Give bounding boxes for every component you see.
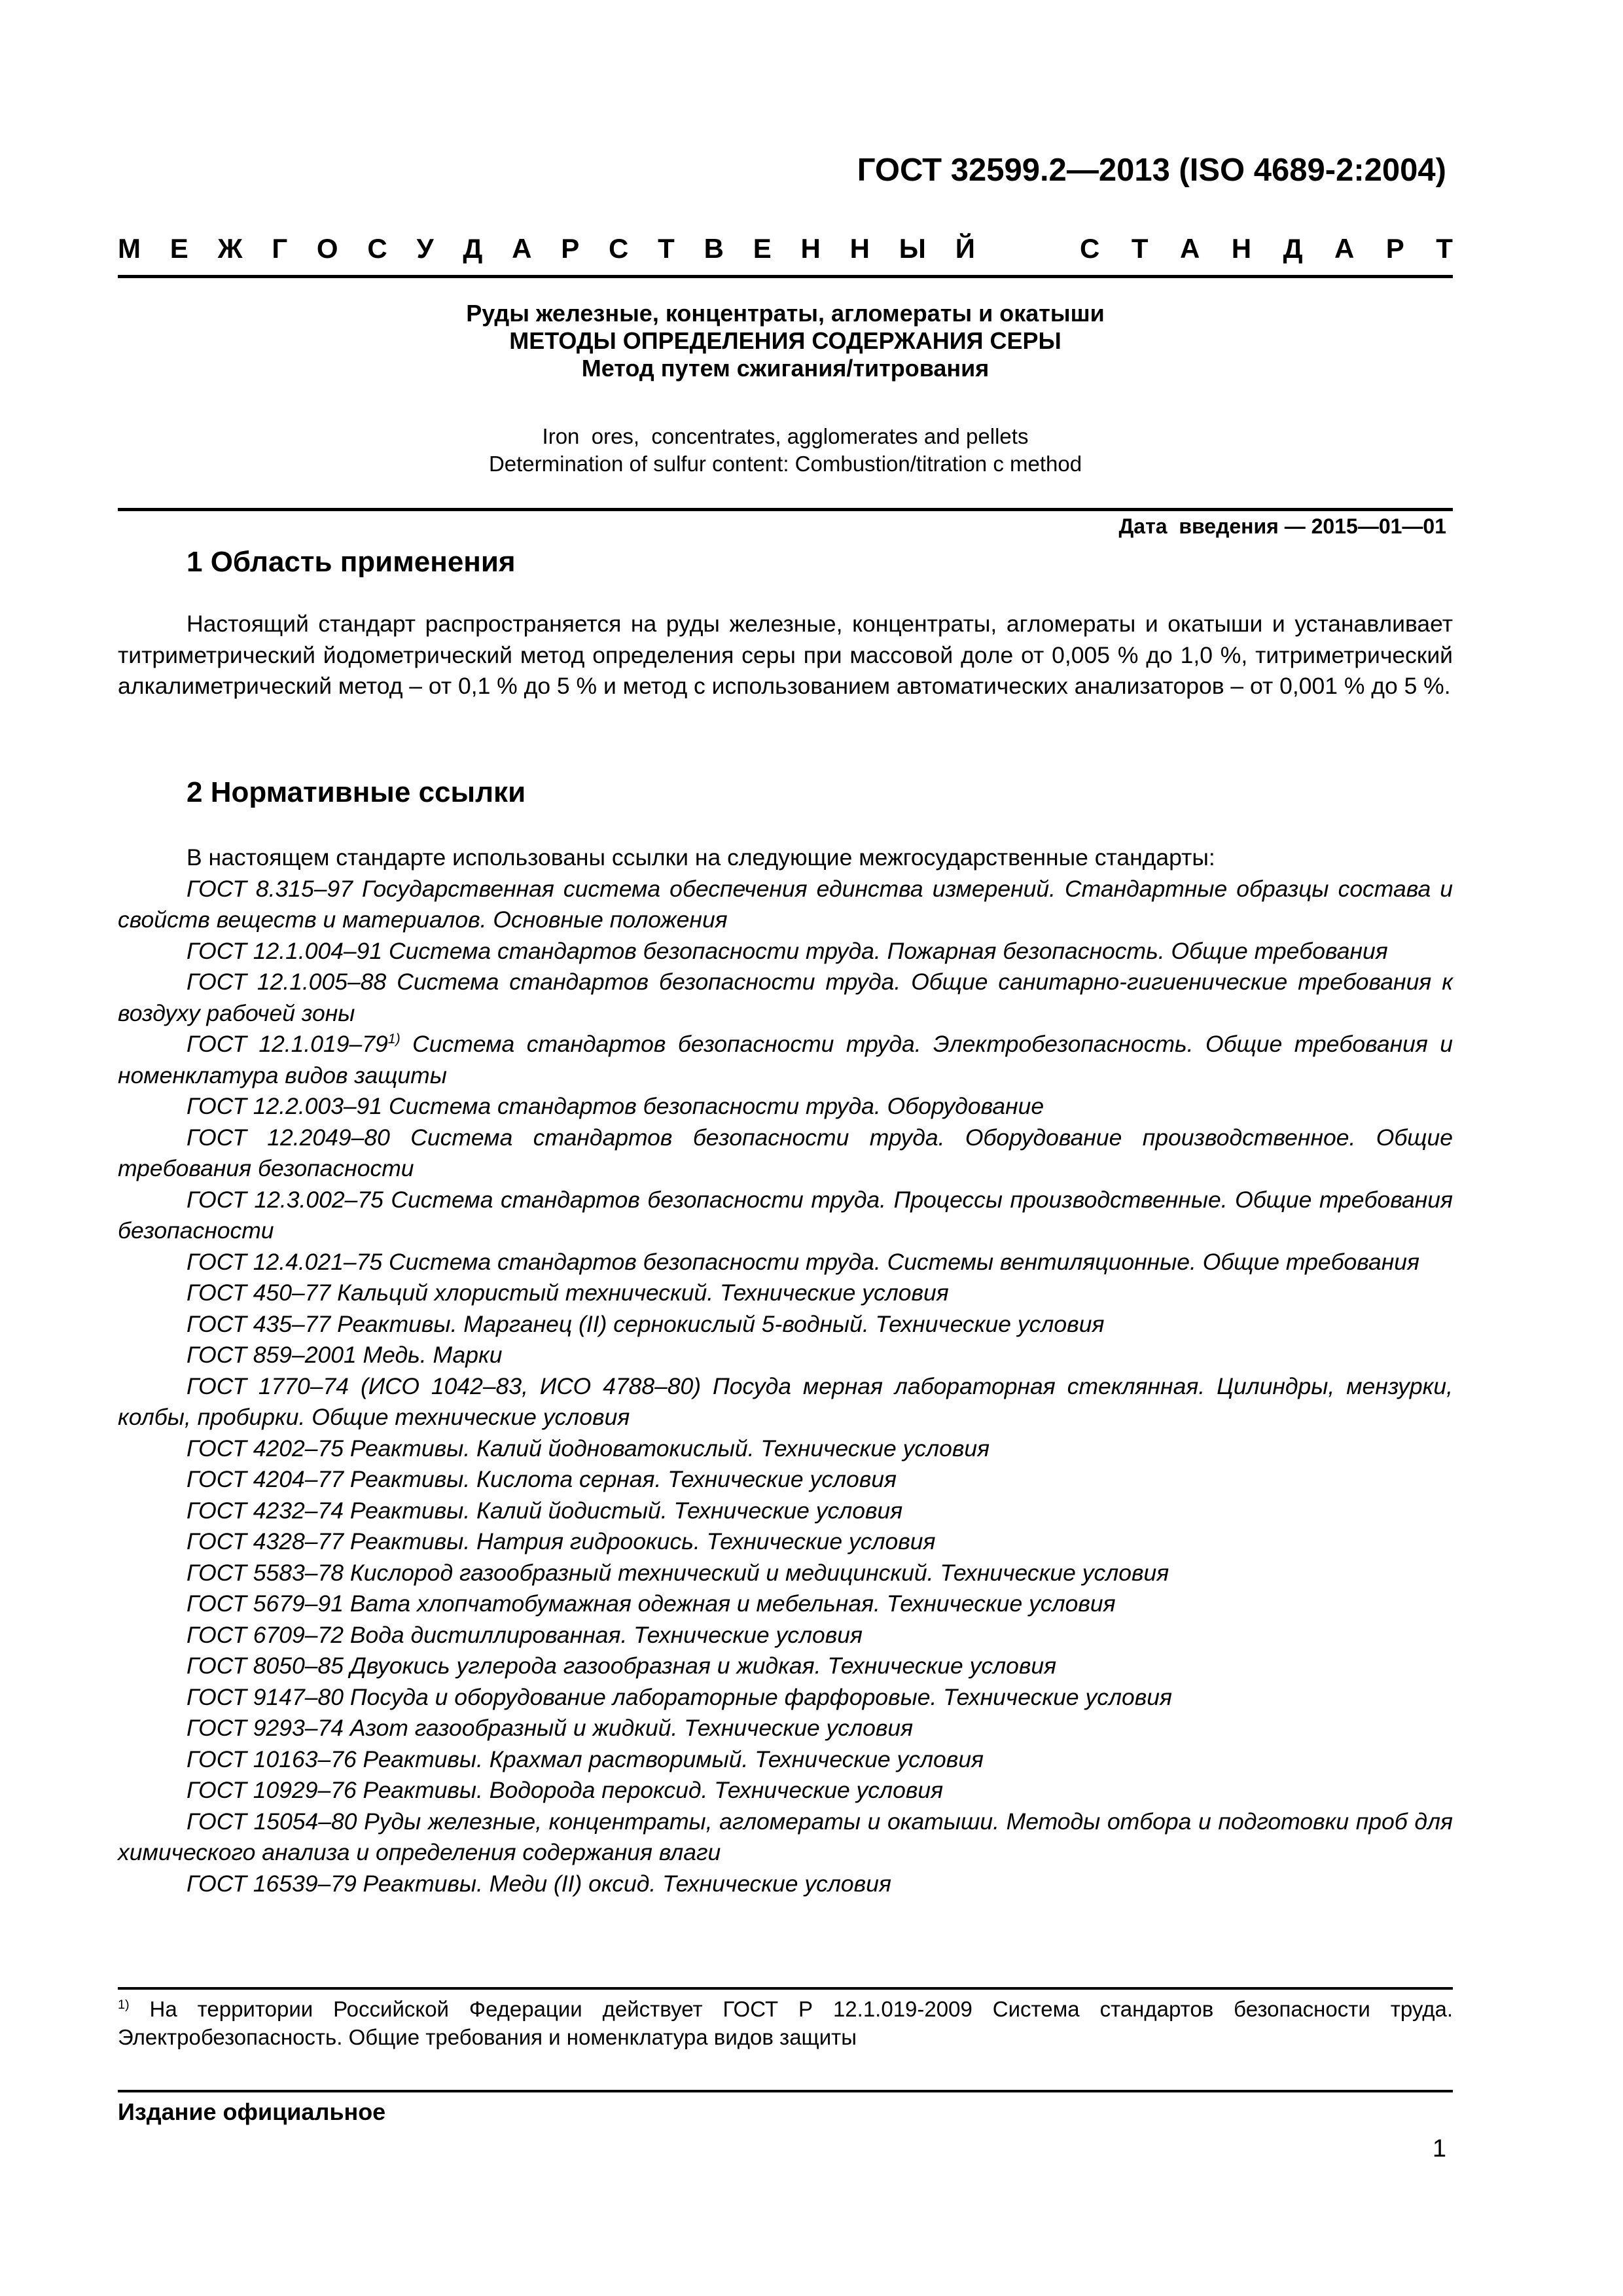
- interstate-letter: С: [367, 233, 387, 264]
- reference-text: ГОСТ 12.1.005–88 Система стандартов безопасности труда. Общие санитарно-гигиенические требования к воздуху рабочей зоны: [118, 969, 1453, 1026]
- banner-word-interstate: [118, 233, 975, 264]
- footnote-rule: [118, 1987, 1453, 1990]
- reference-text: ГОСТ 12.2.003–91 Система стандартов безопасности труда. Оборудование: [187, 1093, 1044, 1119]
- interstate-letter: О: [316, 233, 338, 264]
- standard-letter: Р: [1385, 233, 1404, 264]
- reference-text: ГОСТ 8050–85 Двуокись углерода газообразная и жидкая. Технические условия: [187, 1653, 1057, 1679]
- title-line-1: Руды железные, концентраты, агломераты и окатыши: [466, 300, 1105, 327]
- reference-text: ГОСТ 1770–74 (ИСО 1042–83, ИСО 4788–80) Посуда мерная лабораторная стеклянная. Цилиндры, мензурки, колбы, пробирки. Общие технические условия: [118, 1372, 1453, 1430]
- introduction-date: Дата введения — 2015—01—01: [1118, 514, 1446, 538]
- title-line-2: МЕТОДЫ ОПРЕДЕЛЕНИЯ СОДЕРЖАНИЯ СЕРЫ: [509, 327, 1061, 354]
- reference-text: ГОСТ 435–77 Реактивы. Марганец (II) сернокислый 5-водный. Технические условия: [187, 1310, 1105, 1337]
- reference-text: ГОСТ 10929–76 Реактивы. Водорода пероксид. Технические условия: [187, 1777, 944, 1803]
- english-title-line-1: Iron ores, concentrates, agglomerates and pellets: [542, 424, 1029, 448]
- standard-letter: А: [1334, 233, 1355, 264]
- reference-text: ГОСТ 15054–80 Руды железные, концентраты, агломераты и окатыши. Методы отбора и подготовки проб для химического анализа и определения содержания влаги: [118, 1808, 1453, 1865]
- document-code: ГОСТ 32599.2—2013 (ISO 4689-2:2004): [857, 152, 1446, 188]
- reference-text: ГОСТ 9147–80 Посуда и оборудование лабораторные фарфоровые. Технические условия: [187, 1683, 1172, 1710]
- standard-letter: Т: [1436, 233, 1453, 264]
- interstate-letter: Ж: [217, 233, 243, 264]
- page-number: 1: [1432, 2135, 1446, 2162]
- reference-text: ГОСТ 4202–75 Реактивы. Калий йодноватокислый. Технические условия: [187, 1435, 990, 1462]
- reference-text: ГОСТ 5583–78 Кислород газообразный технический и медицинский. Технические условия: [187, 1559, 1169, 1586]
- reference-item: [118, 1309, 1453, 1340]
- footnote-text: На территории Российской Федерации действует ГОСТ Р 12.1.019-2009 Система стандартов безопасности труда. Электробезопасность. Общие требования и номенклатура видов защиты: [118, 1997, 1453, 2049]
- interstate-standard-banner: [118, 229, 1453, 268]
- standard-letter: Н: [1231, 233, 1252, 264]
- interstate-letter: А: [512, 233, 532, 264]
- reference-text: ГОСТ 4204–77 Реактивы. Кислота серная. Технические условия: [187, 1466, 897, 1492]
- reference-text: ГОСТ 10163–76 Реактивы. Крахмал растворимый. Технические условия: [187, 1746, 984, 1772]
- reference-item: [118, 1464, 1453, 1496]
- interstate-letter: М: [118, 233, 141, 264]
- english-title-line-2: Determination of sulfur content: Combustion/titration c method: [488, 452, 1082, 476]
- interstate-letter: Й: [955, 233, 975, 264]
- standard-letter: А: [1179, 233, 1200, 264]
- reference-item: [118, 1744, 1453, 1776]
- reference-text: ГОСТ 4232–74 Реактивы. Калий йодистый. Технические условия: [187, 1497, 903, 1524]
- interstate-letter: У: [416, 233, 434, 264]
- reference-item: [118, 1526, 1453, 1558]
- reference-item: [118, 1122, 1453, 1185]
- section-2-heading: 2 Нормативные ссылки: [187, 776, 526, 808]
- scope-paragraph: Настоящий стандарт распространяется на руды железные, концентраты, агломераты и окатыши и устанавливает титриметрический йодометрический метод определения серы при массовой доле от 0,005 % до 1,0 %, титриметрический алкалиметрический метод – от 0,1 % до 5 % и метод с использованием автоматических анализаторов – от 0,001 % до 5 %.: [118, 611, 1453, 699]
- reference-item: [118, 1340, 1453, 1371]
- reference-item: [118, 1806, 1453, 1869]
- reference-item: [118, 1651, 1453, 1682]
- reference-text: ГОСТ 9293–74 Азот газообразный и жидкий. Технические условия: [187, 1715, 914, 1741]
- reference-text: ГОСТ 450–77 Кальций хлористый технический. Технические условия: [187, 1280, 949, 1306]
- reference-text: ГОСТ 12.3.002–75 Система стандартов безопасности труда. Процессы производственные. Общие требования безопасности: [118, 1186, 1453, 1244]
- interstate-letter: Н: [849, 233, 870, 264]
- reference-item: [118, 1278, 1453, 1309]
- reference-text: ГОСТ 6709–72 Вода дистиллированная. Технические условия: [187, 1621, 863, 1648]
- edition-rule: [118, 2090, 1453, 2092]
- reference-item: [118, 1682, 1453, 1713]
- footnote-mark: 1): [118, 1998, 130, 2012]
- reference-text: ГОСТ 12.1.004–91 Система стандартов безопасности труда. Пожарная безопасность. Общие требования: [187, 937, 1388, 964]
- interstate-letter: С: [609, 233, 629, 264]
- reference-item: [118, 874, 1453, 936]
- reference-item: [118, 967, 1453, 1029]
- reference-item: [118, 1496, 1453, 1527]
- reference-item: [118, 1371, 1453, 1433]
- interstate-letter: Т: [658, 233, 675, 264]
- references-intro: В настоящем стандарте использованы ссылки на следующие межгосударственные стандарты:: [187, 844, 1215, 870]
- normative-references: [118, 842, 1453, 1899]
- reference-text: ГОСТ 4328–77 Реактивы. Натрия гидроокись. Технические условия: [187, 1528, 936, 1554]
- interstate-letter: Р: [561, 233, 580, 264]
- section-1-text: [118, 609, 1453, 702]
- header-rule: [118, 275, 1453, 278]
- reference-item: [118, 1558, 1453, 1589]
- reference-item: [118, 1433, 1453, 1465]
- reference-item: [118, 1029, 1453, 1091]
- document-title: [118, 300, 1453, 382]
- interstate-letter: Е: [753, 233, 772, 264]
- reference-item: [118, 1588, 1453, 1620]
- reference-text: ГОСТ 8.315–97 Государственная система обеспечения единства измерений. Стандартные образцы состава и свойств веществ и материалов. Основные положения: [118, 875, 1453, 933]
- reference-item: [118, 1247, 1453, 1278]
- interstate-letter: Ы: [899, 233, 926, 264]
- reference-item: [118, 1713, 1453, 1744]
- reference-item: [118, 1775, 1453, 1806]
- title-line-3: Метод путем сжигания/титрования: [581, 355, 990, 382]
- standard-letter: С: [1080, 233, 1100, 264]
- reference-text: ГОСТ 5679–91 Вата хлопчатобумажная одежная и мебельная. Технические условия: [187, 1590, 1116, 1617]
- interstate-letter: Г: [272, 233, 288, 264]
- banner-word-standard: [1080, 233, 1453, 264]
- title-rule: [118, 508, 1453, 511]
- official-edition: Издание официальное: [118, 2098, 386, 2125]
- reference-item: [118, 1869, 1453, 1900]
- footnote-reference-mark: 1): [387, 1031, 401, 1047]
- footnote: [118, 1995, 1453, 2051]
- reference-item: [118, 1185, 1453, 1247]
- reference-item: [118, 1620, 1453, 1651]
- section-1-heading: 1 Область применения: [187, 546, 516, 578]
- interstate-letter: Н: [800, 233, 821, 264]
- reference-text: ГОСТ 16539–79 Реактивы. Меди (II) оксид. Технические условия: [187, 1870, 891, 1897]
- reference-text: ГОСТ 12.1.019–79: [187, 1031, 388, 1057]
- standard-letter: Д: [1283, 233, 1303, 264]
- reference-text-continued: Система стандартов безопасности труда. Электробезопасность. Общие требования и номенклатура видов защиты: [118, 1031, 1453, 1088]
- interstate-letter: Д: [463, 233, 483, 264]
- interstate-letter: Е: [169, 233, 188, 264]
- standard-letter: Т: [1131, 233, 1149, 264]
- reference-text: ГОСТ 12.4.021–75 Система стандартов безопасности труда. Системы вентиляционные. Общие требования: [187, 1248, 1420, 1275]
- reference-text: ГОСТ 859–2001 Медь. Марки: [187, 1342, 503, 1368]
- reference-text: ГОСТ 12.2049–80 Система стандартов безопасности труда. Оборудование производственное. Общие требования безопасности: [118, 1124, 1453, 1181]
- reference-item: [118, 1091, 1453, 1122]
- reference-item: [118, 936, 1453, 967]
- interstate-letter: В: [704, 233, 724, 264]
- english-title: [118, 423, 1453, 478]
